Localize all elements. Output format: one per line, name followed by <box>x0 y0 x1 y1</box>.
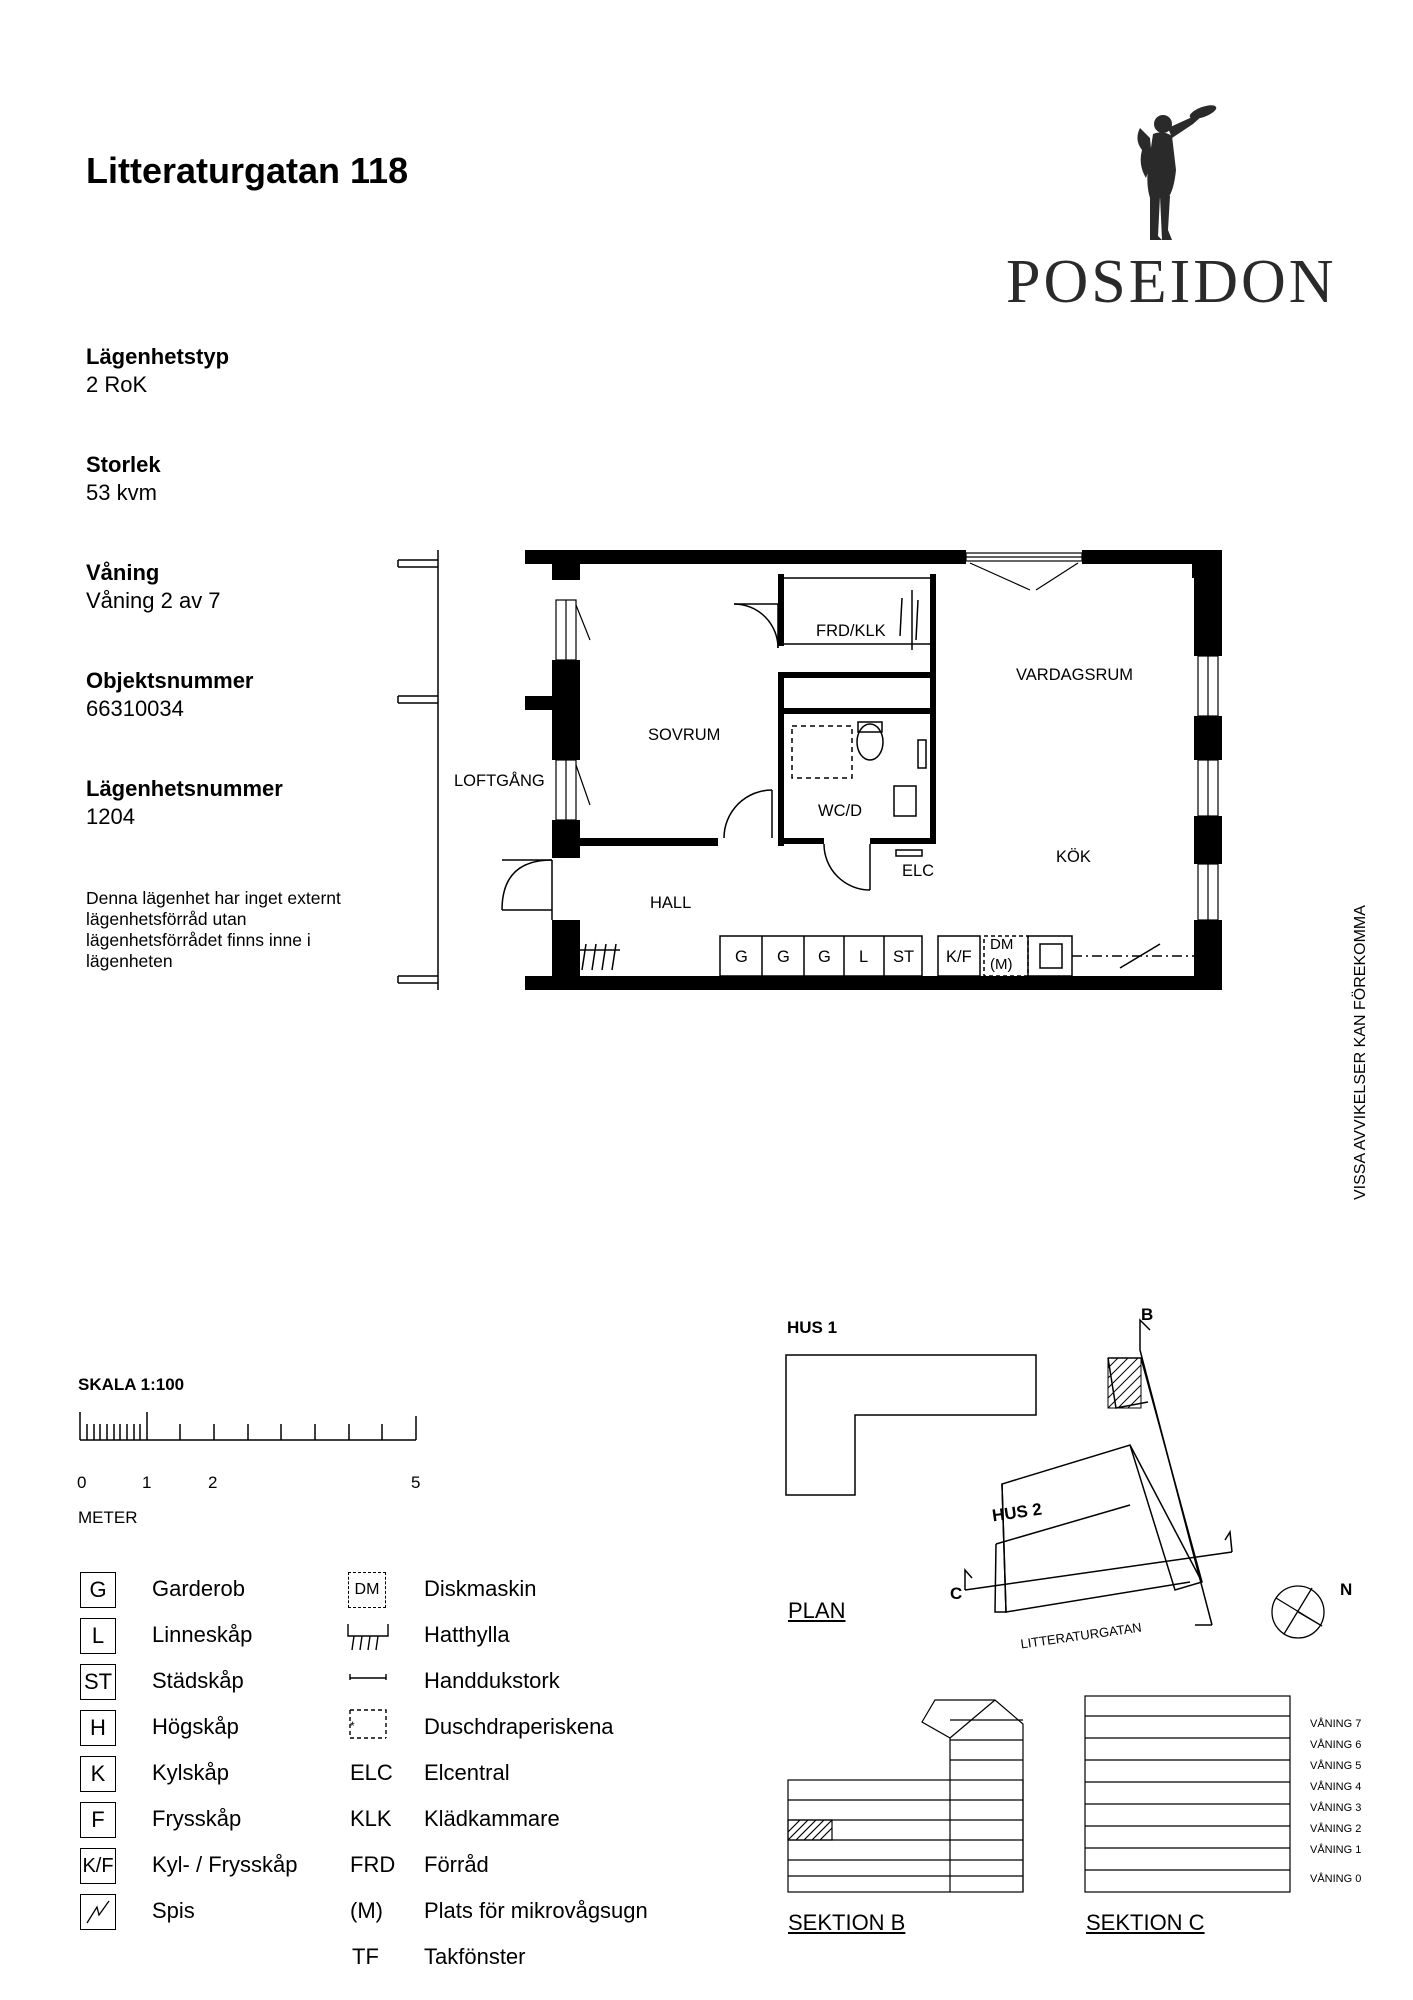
room-elc: ELC <box>902 862 935 880</box>
section-marker-c: C <box>950 1584 963 1603</box>
legend-kf-box: K/F <box>80 1848 116 1884</box>
type-label: Lägenhetstyp <box>86 344 230 369</box>
room-kok: KÖK <box>1056 848 1091 866</box>
legend-l-text: Linneskåp <box>152 1622 253 1647</box>
legend-f-text: Frysskåp <box>152 1806 242 1831</box>
microwave-spot: (M) <box>990 956 1013 973</box>
legend-tf-text: Takfönster <box>424 1944 526 1969</box>
legend-tf-abbr: TF <box>352 1944 379 1969</box>
closet-st: ST <box>893 948 915 966</box>
scale-unit: METER <box>78 1508 138 1527</box>
fridge-freezer: K/F <box>946 948 972 966</box>
site-hus1: HUS 1 <box>787 1318 838 1337</box>
room-frd-klk: FRD/KLK <box>816 622 886 640</box>
room-sovrum: SOVRUM <box>648 726 721 744</box>
floor-value: Våning 2 av 7 <box>86 588 221 613</box>
legend-g-text: Garderob <box>152 1576 245 1601</box>
closet-g-2: G <box>777 948 790 966</box>
legend-frd-abbr: FRD <box>350 1852 396 1877</box>
legend-f-box: F <box>80 1802 116 1838</box>
scale-tick-1: 1 <box>142 1473 152 1492</box>
legend-elc-text: Elcentral <box>424 1760 510 1785</box>
street-name: LITTERATURGATAN <box>1019 1619 1143 1652</box>
type-value: 2 RoK <box>86 372 148 397</box>
section-c-label: SEKTION C <box>1086 1910 1205 1935</box>
scale-tick-2: 2 <box>208 1473 218 1492</box>
apartment-number-label: Lägenhetsnummer <box>86 776 283 801</box>
scale-tick-0: 0 <box>77 1473 87 1492</box>
north-label: N <box>1340 1580 1353 1599</box>
section-marker-b: B <box>1141 1305 1154 1324</box>
legend-klk-text: Klädkammare <box>424 1806 560 1831</box>
legend-st-text: Städskåp <box>152 1668 244 1693</box>
page-title: Litteraturgatan 118 <box>86 150 409 191</box>
closet-l: L <box>859 948 869 966</box>
legend-k-box: K <box>80 1756 116 1792</box>
legend-kf-text: Kyl- / Frysskåp <box>152 1852 298 1877</box>
legend-shower-text: Duschdraperiskena <box>424 1714 614 1739</box>
room-hall: HALL <box>650 894 692 912</box>
legend-dm-box: DM <box>348 1572 386 1608</box>
brand-logo: POSEIDON <box>1006 248 1337 316</box>
legend-l-box: L <box>80 1618 116 1654</box>
apartment-number-value: 1204 <box>86 804 135 829</box>
site-plan-label: PLAN <box>788 1598 846 1623</box>
closet-g-1: G <box>735 948 748 966</box>
section-b-label: SEKTION B <box>788 1910 906 1935</box>
svg-text:*: * <box>350 1719 355 1733</box>
room-vardagsrum: VARDAGSRUM <box>1016 666 1134 684</box>
closet-g-3: G <box>818 948 831 966</box>
size-value: 53 kvm <box>86 480 157 505</box>
object-number-label: Objektsnummer <box>86 668 254 693</box>
legend-h-text: Högskåp <box>152 1714 239 1739</box>
legend-hat-text: Hatthylla <box>424 1622 510 1647</box>
object-number-value: 66310034 <box>86 696 184 721</box>
floor-label: Våning <box>86 560 160 585</box>
legend-m-text: Plats för mikrovågsugn <box>424 1898 648 1923</box>
site-hus2: HUS 2 <box>990 1499 1044 1526</box>
legend-towel-text: Handdukstork <box>424 1668 560 1693</box>
room-loftgang: LOFTGÅNG <box>454 772 545 790</box>
size-label: Storlek <box>86 452 161 477</box>
scale-title: SKALA 1:100 <box>78 1375 185 1394</box>
storage-note: Denna lägenhet har inget externt lägenhetsförråd utan lägenhetsförrådet finns inne i lägenheten <box>86 888 341 971</box>
floor-label-6: VÅNING 6 <box>1310 1739 1362 1751</box>
room-wc-d: WC/D <box>818 802 862 820</box>
disclaimer-text: VISSA AVVIKELSER KAN FÖREKOMMA <box>1352 905 1369 1200</box>
floor-label-5: VÅNING 5 <box>1310 1760 1362 1772</box>
legend-dm-text: Diskmaskin <box>424 1576 537 1601</box>
floor-label-7: VÅNING 7 <box>1310 1718 1362 1730</box>
legend-k-text: Kylskåp <box>152 1760 230 1785</box>
legend-st-box: ST <box>80 1664 116 1700</box>
floor-label-2: VÅNING 2 <box>1310 1823 1362 1835</box>
floor-label-4: VÅNING 4 <box>1310 1781 1362 1793</box>
floor-label-0: VÅNING 0 <box>1310 1873 1362 1885</box>
legend-g-box: G <box>80 1572 116 1608</box>
floor-label-3: VÅNING 3 <box>1310 1802 1362 1814</box>
legend-klk-abbr: KLK <box>350 1806 392 1831</box>
legend-m-abbr: (M) <box>350 1898 383 1923</box>
legend-h-box: H <box>80 1710 116 1746</box>
legend-frd-text: Förråd <box>424 1852 489 1877</box>
legend-stove-text: Spis <box>152 1898 195 1923</box>
dishwasher: DM <box>990 936 1014 953</box>
legend-elc-abbr: ELC <box>350 1760 393 1785</box>
scale-tick-5: 5 <box>411 1473 421 1492</box>
floor-label-1: VÅNING 1 <box>1310 1844 1362 1856</box>
